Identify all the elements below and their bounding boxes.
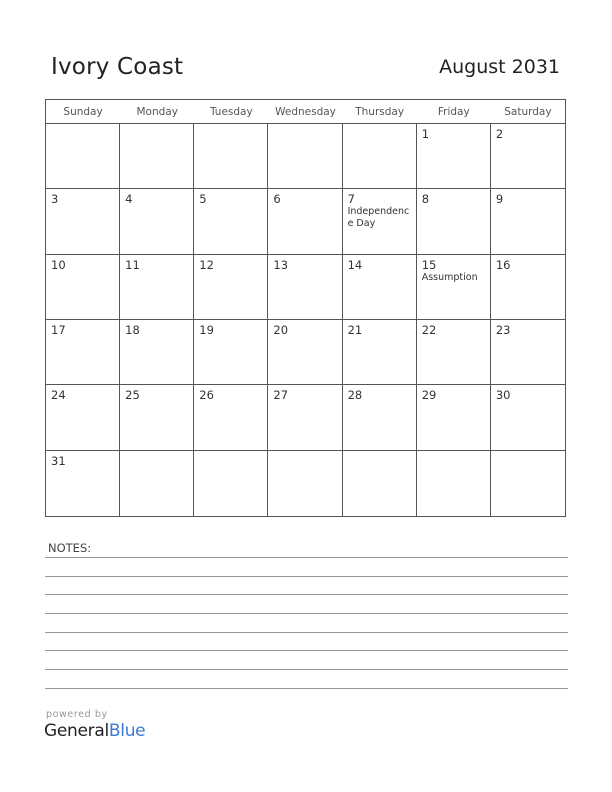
day-cell	[268, 385, 342, 450]
note-line	[45, 688, 568, 689]
day-cell	[120, 255, 194, 320]
day-cell	[268, 255, 342, 320]
day-cell	[194, 255, 268, 320]
weekday-header: Wednesday	[268, 100, 342, 124]
day-cell	[194, 124, 268, 189]
note-line	[45, 576, 568, 577]
day-cell	[46, 255, 120, 320]
brand-name-blue: Blue	[108, 721, 146, 741]
day-number: 15	[421, 257, 437, 272]
day-cell	[268, 189, 342, 254]
weekday-header: Tuesday	[194, 100, 268, 124]
day-number: 11	[125, 257, 140, 272]
day-cell	[194, 320, 268, 385]
day-cell	[46, 451, 120, 516]
day-cell	[417, 385, 491, 450]
day-cell	[417, 320, 491, 385]
day-cell	[120, 189, 194, 254]
day-number: 12	[199, 257, 214, 272]
day-cell	[268, 451, 342, 516]
day-number: 13	[273, 257, 289, 272]
note-line	[45, 594, 568, 595]
note-line	[45, 669, 568, 670]
day-cell	[491, 320, 565, 385]
day-number: 10	[51, 257, 66, 272]
powered-by-text: powered by	[46, 709, 108, 720]
weekday-header: Monday	[120, 100, 194, 124]
note-line	[45, 613, 568, 614]
day-cell	[343, 124, 417, 189]
day-number: 8	[421, 192, 430, 207]
day-cell	[491, 451, 565, 516]
day-number: 4	[125, 192, 133, 207]
day-cell	[491, 385, 565, 450]
day-cell	[120, 451, 194, 516]
day-number: 6	[273, 192, 281, 207]
day-number: 25	[125, 388, 140, 403]
day-number: 30	[495, 388, 511, 403]
day-number: 26	[199, 388, 214, 403]
note-line	[45, 650, 568, 651]
day-cell	[268, 124, 342, 189]
day-cell	[417, 451, 491, 516]
day-cell	[120, 124, 194, 189]
day-cell	[343, 189, 417, 254]
weekday-header: Sunday	[46, 100, 120, 124]
weekday-header: Saturday	[491, 100, 565, 124]
day-cell	[343, 451, 417, 516]
day-cell	[417, 255, 491, 320]
day-cell	[46, 124, 120, 189]
note-line	[45, 557, 568, 558]
day-number: 16	[495, 257, 511, 272]
day-cell	[194, 189, 268, 254]
day-number: 21	[347, 323, 363, 337]
holiday-label: Independence Day	[347, 206, 410, 230]
day-cell	[268, 320, 342, 385]
day-number: 17	[51, 323, 66, 337]
day-number: 27	[273, 388, 289, 403]
day-cell	[491, 189, 565, 254]
day-cell	[46, 385, 120, 450]
weekday-header: Thursday	[343, 100, 417, 124]
day-number: 20	[273, 323, 289, 337]
day-number: 19	[199, 323, 214, 337]
day-number: 31	[51, 453, 66, 468]
day-cell	[343, 385, 417, 450]
brand-name-general: General	[44, 721, 109, 741]
day-number: 3	[51, 192, 59, 207]
day-number: 24	[51, 388, 66, 403]
day-cell	[46, 320, 120, 385]
day-cell	[491, 124, 565, 189]
calendar-grid	[45, 99, 566, 517]
day-cell	[343, 255, 417, 320]
notes-label: NOTES:	[48, 541, 92, 555]
holiday-label: Assumption	[421, 271, 478, 283]
day-cell	[343, 320, 417, 385]
day-cell	[120, 320, 194, 385]
day-number: 7	[347, 192, 355, 207]
day-cell	[417, 124, 491, 189]
day-number: 28	[347, 388, 363, 403]
day-number: 14	[347, 257, 363, 272]
note-line	[45, 632, 568, 633]
weekday-header: Friday	[417, 100, 491, 124]
day-number: 23	[495, 323, 511, 337]
day-cell	[417, 189, 491, 254]
month-year-title: August 2031	[439, 56, 560, 78]
brand-logo[interactable]	[44, 721, 145, 741]
day-cell	[46, 189, 120, 254]
day-cell	[491, 255, 565, 320]
day-number: 22	[421, 323, 437, 337]
day-number: 2	[495, 127, 504, 141]
day-cell	[194, 385, 268, 450]
country-title: Ivory Coast	[51, 54, 184, 80]
day-number: 1	[421, 127, 430, 141]
day-cell	[120, 385, 194, 450]
day-cell	[194, 451, 268, 516]
day-number: 9	[495, 192, 504, 207]
day-number: 5	[199, 192, 207, 207]
day-number: 29	[421, 388, 437, 403]
day-number: 18	[125, 323, 140, 337]
